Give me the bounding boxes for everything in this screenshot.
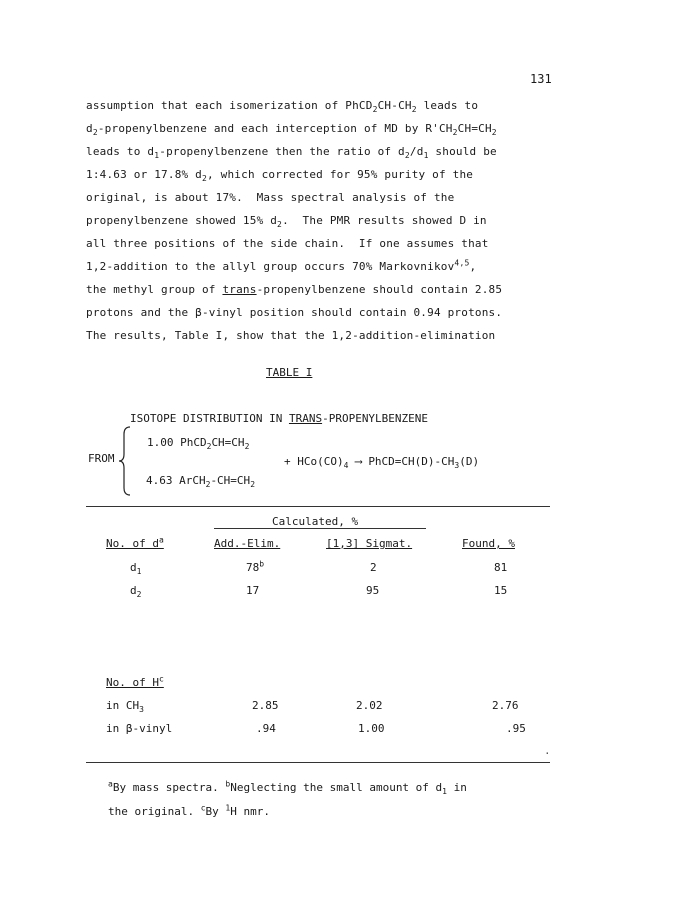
col-header-no-of-d: No. of $d^a$ — [106, 535, 164, 550]
arrow-icon: ⟶ — [355, 455, 362, 468]
h-section-header: No. of $H^c$ — [106, 674, 164, 689]
row-vinyl-add-elim: .94 — [256, 722, 276, 735]
body-paragraph — [86, 94, 556, 347]
row-ch3-sigmat: 2.02 — [356, 699, 383, 712]
curly-brace-icon — [118, 426, 132, 496]
body-line-5: original, is about 17%. Mass spectral analysis of the — [86, 191, 455, 204]
reaction-equation: + $HCo(CO)_4$ ⟶ $PhCD=CH(D)-CH_3(D)$ — [284, 455, 480, 471]
table-caption: ISOTOPE DISTRIBUTION IN TRANS-PROPENYLBENZENE — [130, 412, 429, 425]
body-line-9: the methyl group of trans-propenylbenzene should contain 2.85 — [86, 283, 503, 296]
table-corner-mark: . — [544, 744, 551, 757]
row-d1-found: 81 — [494, 561, 508, 574]
table-top-rule — [86, 506, 550, 507]
row-d1-sigmat: 2 — [370, 561, 377, 574]
body-line-7: all three positions of the side chain. If one assumes that — [86, 237, 489, 250]
row-ch3-add-elim: 2.85 — [252, 699, 279, 712]
row-d1-label: $d_1$ — [130, 561, 142, 577]
row-vinyl-sigmat: 1.00 — [358, 722, 385, 735]
calculated-rule — [214, 528, 426, 529]
reaction-from-label: FROM — [88, 452, 115, 465]
row-d1-add-elim: 78$^b$ — [246, 559, 265, 574]
body-line-2: $d_2$-propenylbenzene and each interception of MD by $R'CH_2CH=CH_2$ — [86, 122, 497, 138]
body-line-11: The results, Table I, show that the 1,2-addition-elimination — [86, 329, 496, 342]
footnote-line-1: $^a$By mass spectra. $^b$Neglecting the small amount of $d_1$ in — [108, 779, 467, 797]
body-line-10: protons and the β-vinyl position should contain 0.94 protons. — [86, 306, 503, 319]
body-line-4: 1:4.63 or 17.8% $d_2$, which corrected for 95% purity of the — [86, 168, 474, 184]
row-d2-found: 15 — [494, 584, 508, 597]
col-header-sigmat: [1,3] Sigmat. — [326, 537, 413, 550]
calculated-header: Calculated, % — [272, 515, 359, 528]
row-ch3-label: in $CH_3$ — [106, 699, 144, 715]
row-ch3-found: 2.76 — [492, 699, 519, 712]
col-header-found: Found, % — [462, 537, 515, 550]
page-number: 131 — [530, 72, 552, 86]
body-line-8: 1,2-addition to the allyl group occurs 70% Markovnikov$^{4,5}$, — [86, 258, 477, 273]
footnote-line-2: the original. $^c$By $^1$H nmr. — [108, 803, 270, 818]
row-vinyl-label: in β-vinyl — [106, 722, 173, 735]
body-line-6: propenylbenzene showed 15% $d_2$. The PMR results showed D in — [86, 214, 487, 230]
body-line-1: assumption that each isomerization of $PhCD_2CH-CH_2$ leads to — [86, 99, 479, 115]
body-line-3: leads to $d_1$-propenylbenzene then the ratio of $d_2/d_1$ should be — [86, 145, 497, 161]
row-d2-sigmat: 95 — [366, 584, 380, 597]
row-d2-add-elim: 17 — [246, 584, 260, 597]
row-d2-label: $d_2$ — [130, 584, 142, 600]
col-header-add-elim: Add.-Elim. — [214, 537, 281, 550]
table-title: TABLE I — [266, 366, 313, 379]
reactant-2: 4.63 $ArCH_2-CH=CH_2$ — [146, 474, 256, 490]
row-vinyl-found: .95 — [506, 722, 526, 735]
reactant-1: 1.00 $PhCD_2CH=CH_2$ — [147, 436, 250, 452]
table-bottom-rule — [86, 762, 550, 763]
